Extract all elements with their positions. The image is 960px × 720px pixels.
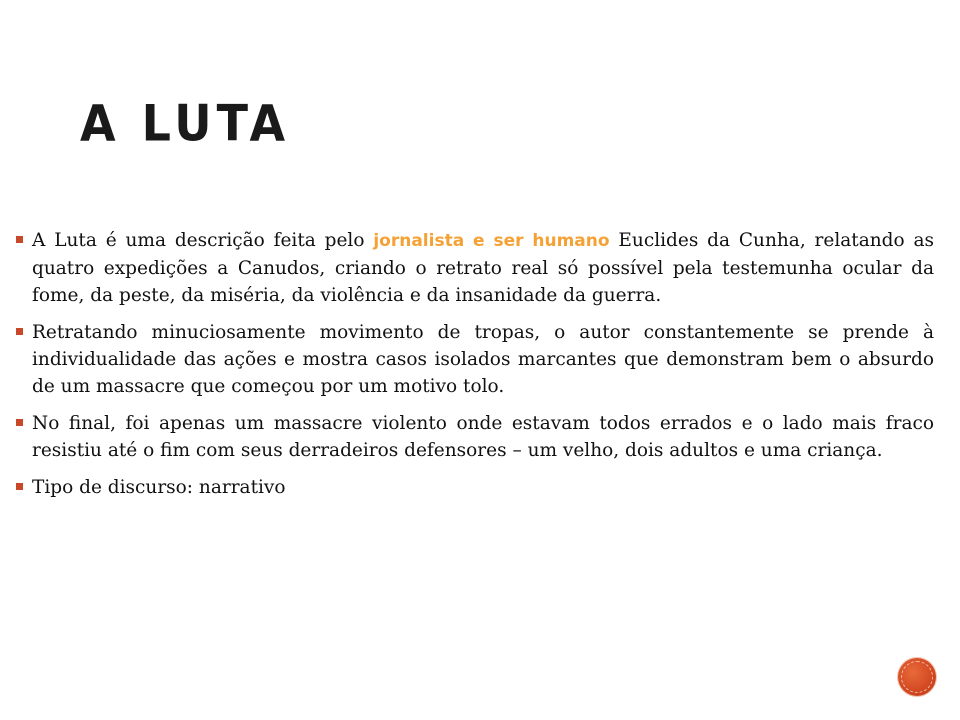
square-bullet-icon (16, 483, 23, 490)
square-bullet-icon (16, 236, 23, 243)
bullet-text (32, 227, 934, 309)
bullet-text-post: Euclides da Cunha, relatando as quatro expedições a Canudos, criando o retrato real só possível pela testemunha ocular da fome, da peste, da miséria, da violência e da insanidade da guerra. (32, 230, 935, 306)
square-bullet-icon (16, 419, 23, 426)
bullet-item (32, 319, 934, 400)
slide-title: A LUTA (80, 93, 291, 153)
bullet-text: No final, foi apenas um massacre violento onde estavam todos errados e o lado mais fraco resistiu até o fim com seus derradeiros defensores – um velho, dois adultos e uma criança. (32, 413, 934, 461)
bullet-text: Tipo de discurso: narrativo (32, 477, 286, 498)
highlighted-phrase: jornalista e ser humano (373, 231, 610, 251)
bullet-text-pre: A Luta é uma descrição feita pelo (32, 230, 374, 251)
bullet-list (32, 227, 934, 511)
bullet-item (32, 410, 934, 464)
bullet-text: Retratando minuciosamente movimento de tropas, o autor constantemente se prende à individualidade das ações e mostra casos isolados marcantes que demonstram bem o absurdo de um massacre que começou por um motivo tolo. (32, 322, 934, 397)
bullet-item (32, 474, 934, 501)
orange-circle-decoration-icon (898, 658, 936, 696)
bullet-item (32, 227, 934, 309)
decoration-ring (901, 661, 933, 693)
square-bullet-icon (16, 328, 23, 335)
